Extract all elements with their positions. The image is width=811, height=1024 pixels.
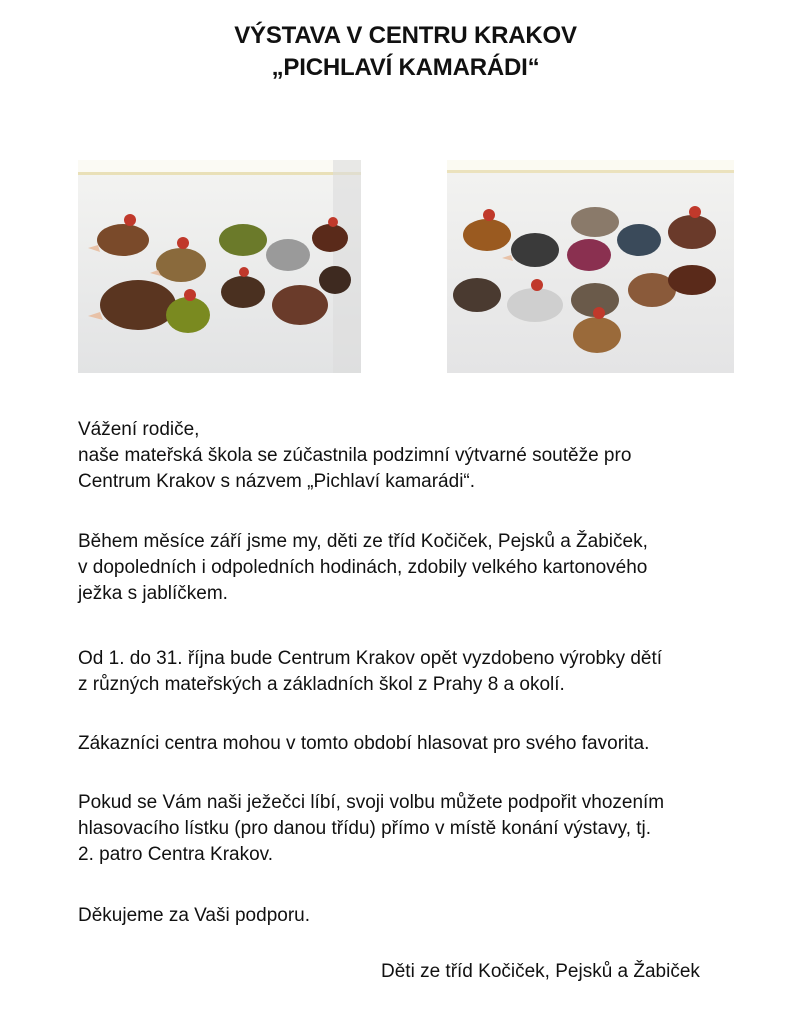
paragraph-3-line-1: Od 1. do 31. října bude Centrum Krakov opět vyzdobeno výrobky dětí [78, 648, 663, 669]
signature: Děti ze tříd Kočiček, Pejsků a Žabiček [381, 961, 700, 982]
paragraph-3-line-2: z různých mateřských a základních škol z Prahy 8 a okolí. [78, 674, 565, 695]
hedgehog-artwork-photo-left [78, 160, 361, 373]
paragraph-5-line-1: Pokud se Vám naši ježečci líbí, svoji volbu můžete podpořit vhozením [78, 792, 665, 813]
paragraph-5 [78, 790, 778, 868]
thanks [78, 903, 778, 929]
page-title-line-2: „PICHLAVÍ KAMARÁDI“ [271, 54, 540, 81]
paragraph-4 [78, 731, 778, 757]
thanks-line: Děkujeme za Vaši podporu. [78, 905, 310, 926]
greeting-line: Vážení rodiče, [78, 419, 200, 440]
paragraph-5-line-2: hlasovacího lístku (pro danou třídu) přímo v místě konání výstavy, tj. [78, 818, 652, 839]
page-title-line-1: VÝSTAVA V CENTRU KRAKOV [234, 22, 577, 49]
paragraph-2-line-3: ježka s jablíčkem. [78, 583, 228, 604]
paragraph-2-line-2: v dopoledních i odpoledních hodinách, zdobily velkého kartonového [78, 557, 648, 578]
paragraph-4-line-1: Zákazníci centra mohou v tomto období hlasovat pro svého favorita. [78, 733, 650, 754]
paragraph-3 [78, 646, 778, 698]
paragraph-1-line-1: naše mateřská škola se zúčastnila podzimní výtvarné soutěže pro [78, 445, 632, 466]
paragraph-5-line-3: 2. patro Centra Krakov. [78, 844, 274, 865]
paragraph-2 [78, 529, 778, 607]
hedgehog-artwork-photo-right [447, 160, 734, 373]
greeting [78, 417, 778, 495]
paragraph-1-line-2: Centrum Krakov s názvem „Pichlaví kamarádi“. [78, 471, 476, 492]
paragraph-2-line-1: Během měsíce září jsme my, děti ze tříd Kočiček, Pejsků a Žabiček, [78, 531, 648, 552]
